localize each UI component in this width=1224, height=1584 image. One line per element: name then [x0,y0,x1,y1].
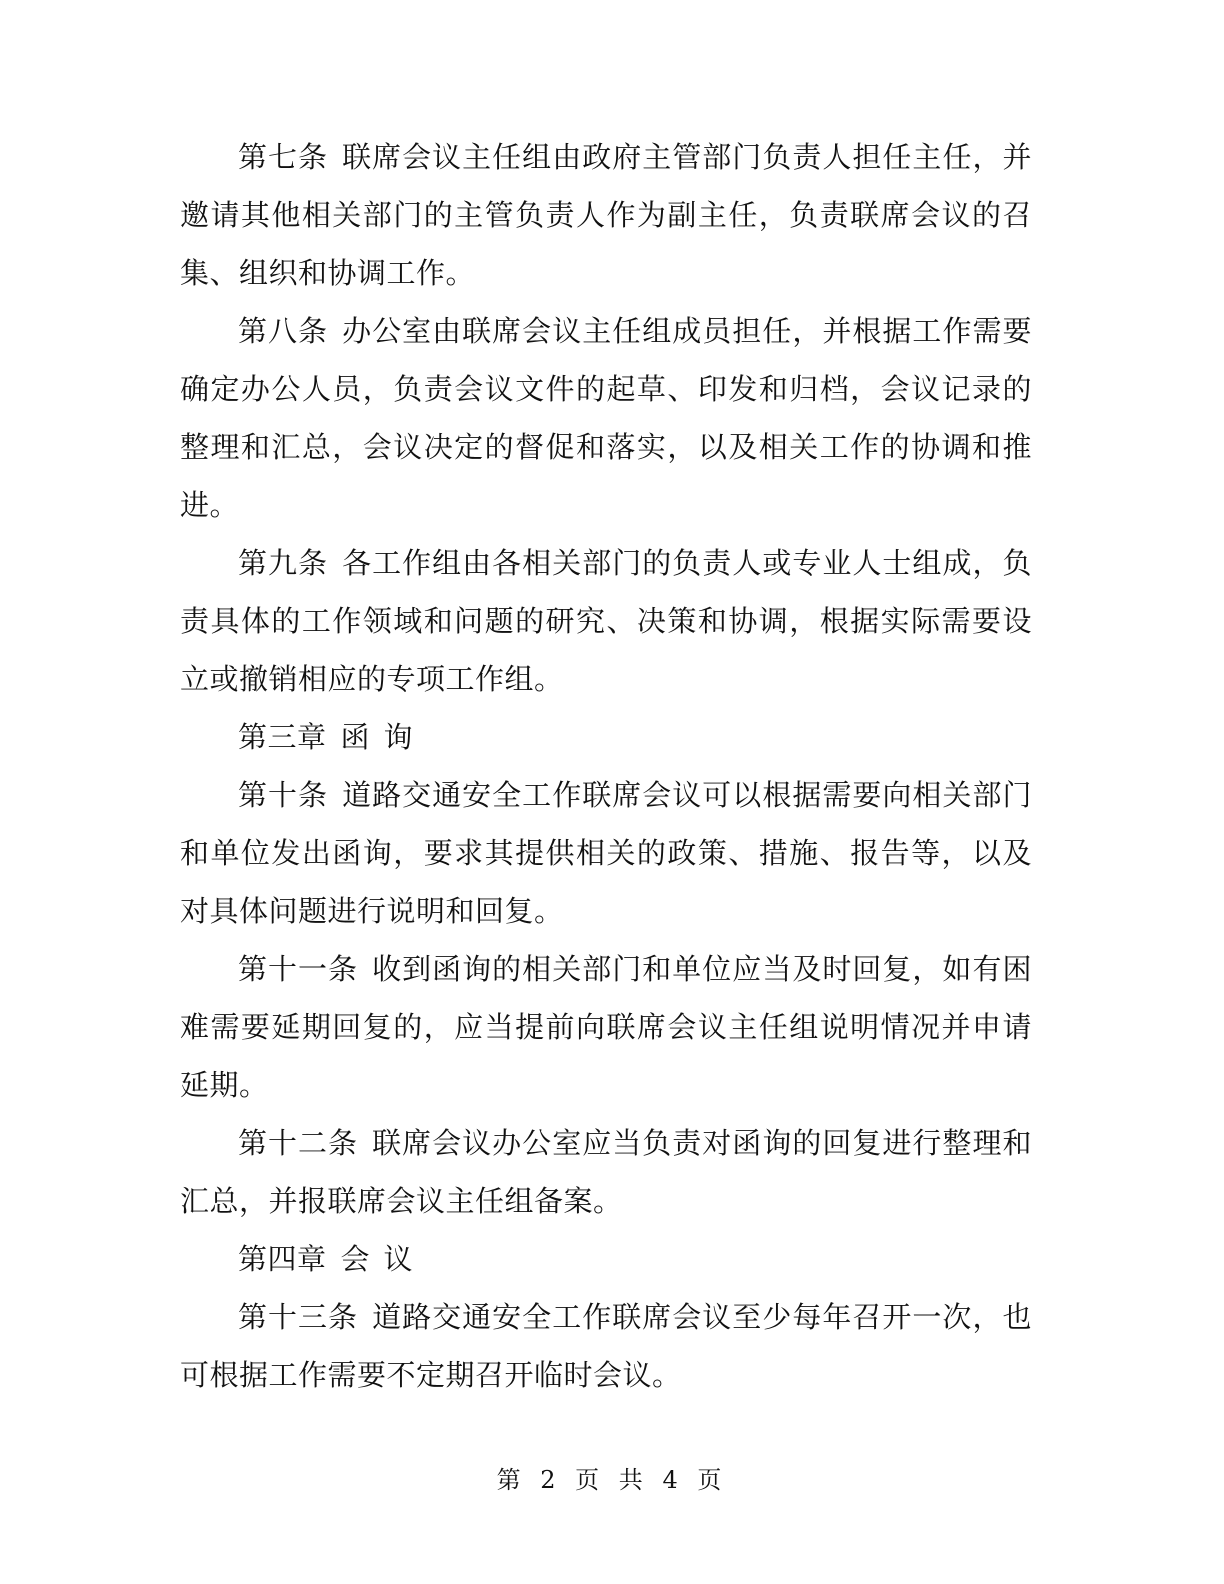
article-8 [180,302,1032,534]
article-number: 第十条 [238,778,329,812]
document-body [180,128,1032,1404]
article-text: 各工作组由各相关部门的负责人或专业人士组成，负责具体的工作领域和问题的研究、决策和协调，根据实际需要设立或撤销相应的专项工作组。 [180,546,1032,696]
article-text: 办公室由联席会议主任组成员担任，并根据工作需要确定办公人员，负责会议文件的起草、印发和归档，会议记录的整理和汇总，会议决定的督促和落实，以及相关工作的协调和推进。 [180,314,1032,522]
page-footer: 第 2 页 共 4 页 [496,1466,728,1494]
article-number: 第八条 [238,314,329,348]
article-10 [180,766,1032,940]
article-number: 第九条 [238,546,329,580]
article-9 [180,534,1032,708]
article-number: 第十三条 [238,1300,359,1334]
chapter-title: 函询 [340,720,427,754]
article-number: 第七条 [238,140,329,174]
article-text: 联席会议主任组由政府主管部门负责人担任主任，并邀请其他相关部门的主管负责人作为副主任，负责联席会议的召集、组织和协调工作。 [180,140,1032,290]
chapter-title: 会议 [340,1242,427,1276]
chapter-number: 第四章 [238,1242,327,1276]
article-text: 道路交通安全工作联席会议可以根据需要向相关部门和单位发出函询，要求其提供相关的政策、措施、报告等，以及对具体问题进行说明和回复。 [180,778,1032,928]
article-number: 第十二条 [238,1126,359,1160]
article-12 [180,1114,1032,1230]
article-13 [180,1288,1032,1404]
article-11 [180,940,1032,1114]
article-7 [180,128,1032,302]
article-number: 第十一条 [238,952,359,986]
chapter-3-heading [180,708,1032,766]
chapter-number: 第三章 [238,720,327,754]
article-text: 道路交通安全工作联席会议至少每年召开一次，也可根据工作需要不定期召开临时会议。 [180,1300,1032,1392]
article-text: 收到函询的相关部门和单位应当及时回复，如有困难需要延期回复的，应当提前向联席会议主任组说明情况并申请延期。 [180,952,1032,1102]
article-text: 联席会议办公室应当负责对函询的回复进行整理和汇总，并报联席会议主任组备案。 [180,1126,1032,1218]
chapter-4-heading [180,1230,1032,1288]
